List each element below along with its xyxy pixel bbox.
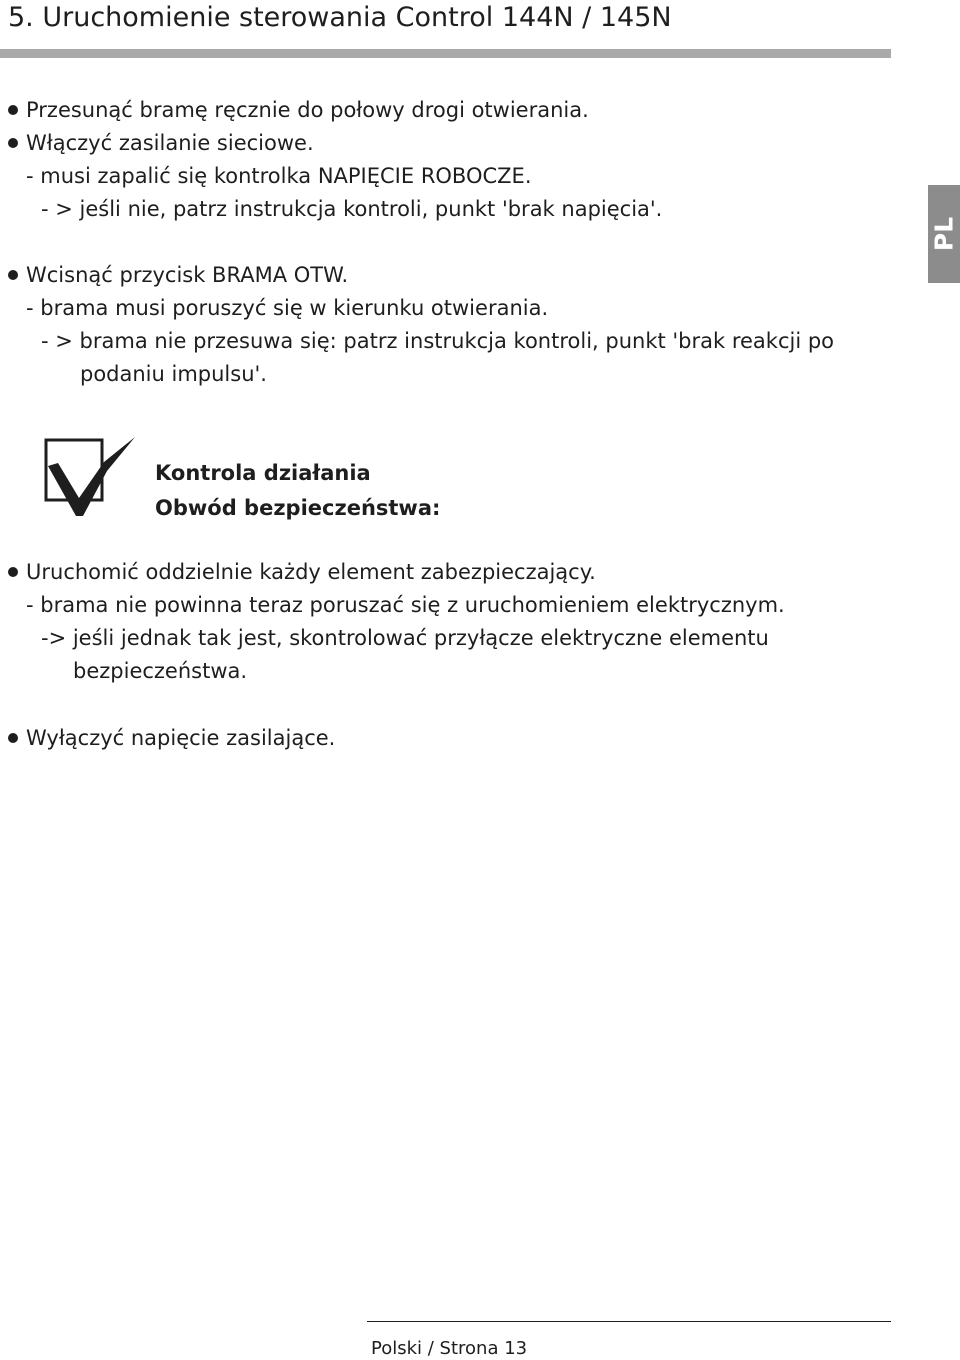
instruction-line: Przesunąć bramę ręcznie do połowy drogi otwierania. bbox=[26, 98, 589, 122]
language-tab bbox=[928, 185, 960, 283]
instruction-line: Wyłączyć napięcie zasilające. bbox=[26, 726, 336, 750]
check-subheading: Obwód bezpieczeństwa: bbox=[155, 496, 441, 520]
check-heading: Kontrola działania bbox=[155, 461, 371, 485]
instruction-subline: - musi zapalić się kontrolka NAPIĘCIE ROBOCZE. bbox=[26, 164, 532, 188]
footer-divider bbox=[367, 1321, 891, 1322]
bullet-icon bbox=[8, 567, 18, 577]
instruction-subline: - > jeśli nie, patrz instrukcja kontroli, punkt 'brak napięcia'. bbox=[41, 197, 663, 221]
bullet-icon bbox=[8, 733, 18, 743]
title-divider bbox=[0, 49, 891, 58]
language-tab-label: PL bbox=[929, 216, 959, 252]
page-title: 5. Uruchomienie sterowania Control 144N / 145N bbox=[8, 2, 672, 33]
instruction-subline: - brama nie powinna teraz poruszać się z uruchomieniem elektrycznym. bbox=[26, 593, 785, 617]
instruction-subline: podaniu impulsu'. bbox=[80, 362, 267, 386]
page-number: Polski / Strona 13 bbox=[371, 1338, 528, 1359]
instruction-subline: - > brama nie przesuwa się: patrz instrukcja kontroli, punkt 'brak reakcji po bbox=[41, 329, 835, 353]
instruction-subline: bezpieczeństwa. bbox=[73, 659, 248, 683]
instruction-line: Wcisnąć przycisk BRAMA OTW. bbox=[26, 263, 349, 287]
instruction-subline: - brama musi poruszyć się w kierunku otwierania. bbox=[26, 296, 549, 320]
bullet-icon bbox=[8, 105, 18, 115]
instruction-subline: -> jeśli jednak tak jest, skontrolować przyłącze elektryczne elementu bbox=[41, 626, 769, 650]
bullet-icon bbox=[8, 138, 18, 148]
bullet-icon bbox=[8, 270, 18, 280]
instruction-line: Włączyć zasilanie sieciowe. bbox=[26, 131, 314, 155]
instruction-line: Uruchomić oddzielnie każdy element zabezpieczający. bbox=[26, 560, 596, 584]
checkbox-checked-icon bbox=[44, 436, 138, 526]
